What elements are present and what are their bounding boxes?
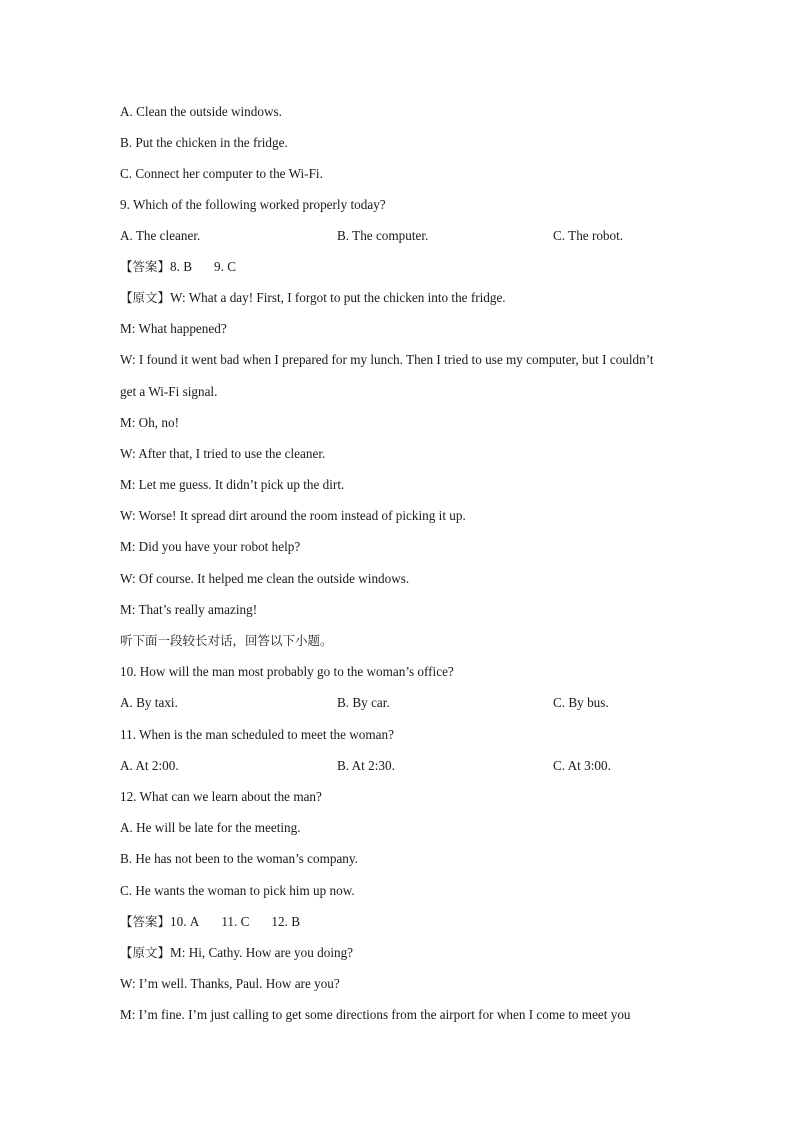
transcript1-line-2: W: I found it went bad when I prepared for my lunch. Then I tried to use my computer, but I couldn’t [120,352,654,367]
q9-option-b: B. The computer. [337,228,429,243]
answer-line-2 [120,914,300,930]
transcript1-line-4: M: Oh, no! [120,415,179,430]
section-instruction: 听下面一段较长对话，回答以下小题。 [120,633,333,648]
answer-12: 12. B [271,914,300,929]
q10-option-c: C. By bus. [553,695,609,710]
q11-option-c: C. At 3:00. [553,758,611,773]
transcript1-line-9: W: Of course. It helped me clean the outside windows. [120,571,410,586]
q11-question: 11. When is the man scheduled to meet the woman? [120,727,394,742]
q8-option-c: C. Connect her computer to the Wi-Fi. [120,166,323,181]
answer-11: 11. C [221,914,250,929]
q11-option-a: A. At 2:00. [120,758,179,773]
q10-option-b: B. By car. [337,695,390,710]
q8-option-a: A. Clean the outside windows. [120,104,282,119]
transcript2-line-0: 【原文】M: Hi, Cathy. How are you doing? [120,945,354,960]
answer-8: 8. B [170,259,192,274]
q9-option-a: A. The cleaner. [120,228,201,243]
q12-option-b: B. He has not been to the woman’s company. [120,851,358,866]
answer-line-1 [120,259,236,275]
transcript-label: 【原文】 [120,945,171,960]
transcript1-line-7: W: Worse! It spread dirt around the room instead of picking it up. [120,508,466,523]
q12-option-a: A. He will be late for the meeting. [120,820,301,835]
transcript1-line-6: M: Let me guess. It didn’t pick up the dirt. [120,477,345,492]
transcript1-line-10: M: That’s really amazing! [120,602,258,617]
transcript2-line-1: W: I’m well. Thanks, Paul. How are you? [120,976,340,991]
q12-option-c: C. He wants the woman to pick him up now. [120,883,355,898]
transcript2-line-2: M: I’m fine. I’m just calling to get some directions from the airport for when I come to meet you [120,1007,631,1022]
q10-option-a: A. By taxi. [120,695,178,710]
answer-label: 【答案】 [120,259,171,274]
answer-10: 10. A [170,914,200,929]
transcript1-line-5: W: After that, I tried to use the cleaner. [120,446,326,461]
q8-option-b: B. Put the chicken in the fridge. [120,135,288,150]
answer-9: 9. C [214,259,236,274]
transcript1-line-8: M: Did you have your robot help? [120,539,301,554]
answer-label: 【答案】 [120,914,171,929]
transcript1-line-0: 【原文】W: What a day! First, I forgot to put the chicken into the fridge. [120,290,506,305]
q12-question: 12. What can we learn about the man? [120,789,322,804]
transcript-label: 【原文】 [120,290,171,305]
q10-question: 10. How will the man most probably go to the woman’s office? [120,664,454,679]
transcript1-line-1: M: What happened? [120,321,227,336]
q11-option-b: B. At 2:30. [337,758,395,773]
transcript1-line-3: get a Wi-Fi signal. [120,384,218,399]
q9-option-c: C. The robot. [553,228,624,243]
q9-question: 9. Which of the following worked properly today? [120,197,386,212]
